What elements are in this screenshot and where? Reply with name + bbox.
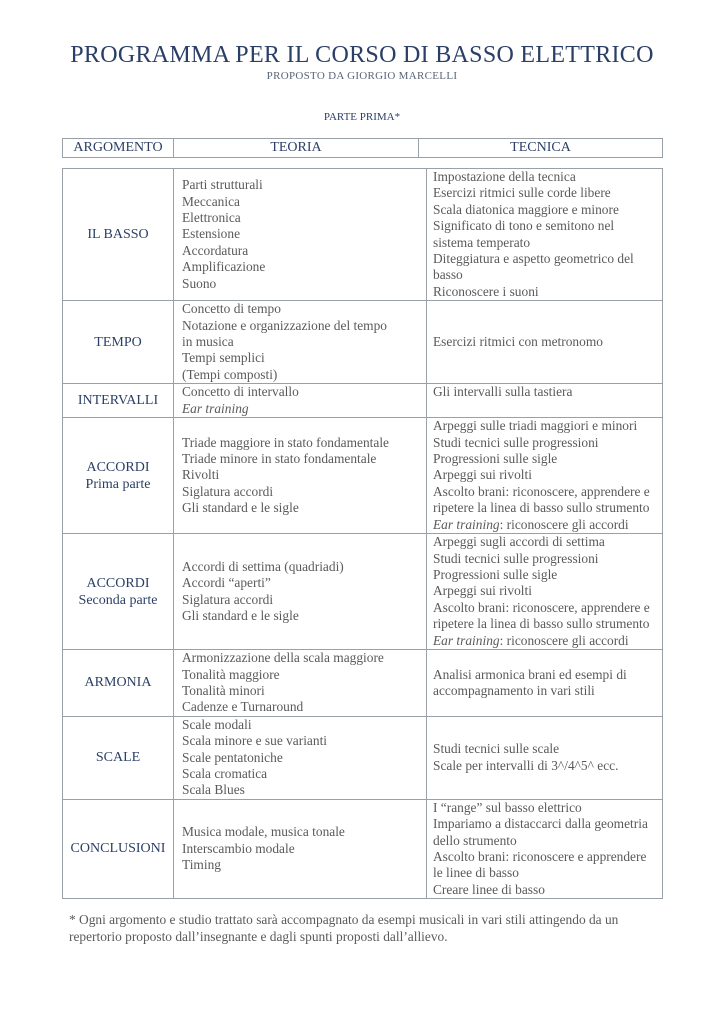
topic-cell	[63, 534, 174, 650]
teoria-item: Suono	[182, 275, 217, 291]
tecnica-item: Analisi armonica brani ed esempi di	[433, 666, 627, 682]
tecnica-cell	[427, 169, 663, 301]
teoria-item: Accordi di settima (quadriadi)	[182, 558, 344, 574]
tecnica-item: Arpeggi sugli accordi di settima	[433, 534, 605, 550]
header-table	[62, 138, 663, 158]
tecnica-item: basso	[433, 267, 463, 283]
tecnica-item: Creare linee di basso	[433, 881, 545, 897]
page-title: PROGRAMMA PER IL CORSO DI BASSO ELETTRICO	[70, 42, 654, 68]
teoria-item: Estensione	[182, 226, 241, 242]
teoria-cell	[174, 650, 427, 717]
teoria-item: Meccanica	[182, 193, 240, 209]
topic-label: ACCORDI	[86, 575, 150, 591]
tecnica-item: Studi tecnici sulle progressioni	[433, 550, 599, 566]
teoria-item: Siglatura accordi	[182, 483, 274, 499]
topic-sublabel: Prima parte	[85, 476, 151, 492]
tecnica-item: dello strumento	[433, 832, 517, 848]
teoria-item: in musica	[182, 334, 234, 350]
table-row	[63, 418, 663, 534]
tecnica-item: Impariamo a distaccarci dalla geometria	[433, 816, 648, 832]
tecnica-cell	[427, 418, 663, 534]
column-header-tecnica: TECNICA	[419, 139, 663, 158]
tecnica-item: Progressioni sulle sigle	[433, 566, 558, 582]
tecnica-item: Esercizi ritmici con metronomo	[433, 334, 603, 350]
teoria-cell	[174, 169, 427, 301]
tecnica-item: Significato di tono e semitono nel	[433, 218, 615, 234]
teoria-item: Gli standard e le sigle	[182, 608, 299, 623]
tecnica-item: Gli intervalli sulla tastiera	[433, 384, 573, 400]
tecnica-cell	[427, 534, 663, 650]
tecnica-item: Esercizi ritmici sulle corde libere	[433, 185, 611, 201]
tecnica-item-rest: : riconoscere gli accordi	[499, 516, 629, 532]
topic-sublabel: Seconda parte	[78, 592, 158, 608]
topic-label: CONCLUSIONI	[70, 841, 166, 857]
topic-label: ARMONIA	[84, 675, 152, 691]
tecnica-cell	[427, 799, 663, 898]
ear-training-italic: Ear training	[433, 516, 500, 532]
teoria-item-italic: Ear training	[182, 400, 249, 416]
teoria-item: Musica modale, musica tonale	[182, 824, 345, 840]
teoria-cell	[174, 384, 427, 418]
tecnica-item-rest: : riconoscere gli accordi	[499, 632, 629, 648]
teoria-item: Tonalità maggiore	[182, 666, 280, 682]
topic-label: INTERVALLI	[77, 393, 159, 409]
teoria-item: Triade minore in stato fondamentale	[182, 450, 377, 466]
tecnica-cell	[427, 301, 663, 384]
teoria-item: Cadenze e Turnaround	[182, 699, 304, 715]
tecnica-item: sistema temperato	[433, 234, 531, 250]
topic-cell	[63, 384, 174, 418]
tecnica-item: ripetere la linea di basso sullo strumento	[433, 616, 650, 632]
tecnica-item: Arpeggi sui rivolti	[433, 467, 532, 483]
part-heading: PARTE PRIMA*	[323, 111, 401, 123]
tecnica-item: ripetere la linea di basso sullo strumento	[433, 500, 650, 516]
tecnica-item: Ascolto brani: riconoscere, apprendere e	[433, 483, 650, 499]
topic-label: ACCORDI	[86, 459, 150, 475]
teoria-item: Gli standard e le sigle	[182, 500, 299, 516]
topic-label: IL BASSO	[87, 227, 149, 243]
teoria-item: Tonalità minori	[182, 682, 265, 698]
topic-cell	[63, 799, 174, 898]
teoria-cell	[174, 301, 427, 384]
teoria-item: Timing	[182, 857, 221, 873]
teoria-item: Notazione e organizzazione del tempo	[182, 317, 387, 333]
teoria-item: Rivolti	[182, 467, 220, 483]
topic-cell	[63, 169, 174, 301]
tecnica-item: Arpeggi sui rivolti	[433, 583, 532, 599]
teoria-item: Scala Blues	[182, 782, 245, 798]
teoria-cell	[174, 418, 427, 534]
tecnica-item: Scala diatonica maggiore e minore	[433, 201, 619, 217]
tecnica-item: accompagnamento in vari stili	[433, 682, 595, 698]
table-row	[63, 301, 663, 384]
syllabus-table	[62, 168, 663, 899]
column-header-teoria: TEORIA	[174, 139, 419, 158]
teoria-item: Amplificazione	[182, 259, 266, 275]
tecnica-item: Ascolto brani: riconoscere, apprendere e	[433, 599, 650, 615]
ear-training-italic: Ear training	[433, 632, 500, 648]
topic-label: SCALE	[95, 750, 141, 766]
teoria-item: Parti strutturali	[182, 177, 263, 193]
topic-cell	[63, 716, 174, 799]
teoria-item: Accordatura	[182, 242, 249, 258]
teoria-item: Siglatura accordi	[182, 591, 274, 607]
page-subtitle: PROPOSTO DA GIORGIO MARCELLI	[266, 70, 458, 82]
teoria-item: Concetto di intervallo	[182, 384, 299, 400]
tecnica-cell	[427, 650, 663, 717]
teoria-cell	[174, 534, 427, 650]
teoria-item: Elettronica	[182, 210, 241, 226]
tecnica-item: le linee di basso	[433, 865, 519, 881]
teoria-item: Scale pentatoniche	[182, 749, 283, 765]
tecnica-item: Ascolto brani: riconoscere e apprendere	[433, 848, 647, 864]
tecnica-item: Impostazione della tecnica	[433, 169, 576, 184]
teoria-cell	[174, 799, 427, 898]
teoria-item: Scala cromatica	[182, 765, 268, 781]
teoria-cell	[174, 716, 427, 799]
table-row	[63, 799, 663, 898]
teoria-item: Tempi semplici	[182, 350, 265, 366]
tecnica-item: Arpeggi sulle triadi maggiori e minori	[433, 418, 638, 434]
tecnica-item: Progressioni sulle sigle	[433, 450, 558, 466]
tecnica-item	[433, 517, 662, 533]
tecnica-item	[433, 633, 662, 649]
topic-label: TEMPO	[94, 334, 142, 350]
table-row	[63, 716, 663, 799]
table-row	[63, 169, 663, 301]
tecnica-item: Studi tecnici sulle progressioni	[433, 434, 599, 450]
table-row	[63, 534, 663, 650]
teoria-item: Triade maggiore in stato fondamentale	[182, 434, 390, 450]
teoria-item: Accordi “aperti”	[182, 575, 271, 591]
topic-cell	[63, 418, 174, 534]
tecnica-item: Riconoscere i suoni	[433, 283, 539, 299]
tecnica-item: I “range” sul basso elettrico	[433, 799, 582, 815]
column-header-argomento: ARGOMENTO	[63, 139, 174, 158]
tecnica-item: Studi tecnici sulle scale	[433, 741, 560, 757]
teoria-item: Concetto di tempo	[182, 301, 281, 317]
teoria-item: (Tempi composti)	[182, 366, 278, 382]
topic-cell	[63, 301, 174, 384]
tecnica-cell	[427, 716, 663, 799]
teoria-item: Armonizzazione della scala maggiore	[182, 650, 384, 666]
header-row	[63, 139, 663, 158]
table-row	[63, 650, 663, 717]
table-row	[63, 384, 663, 418]
footnote: * Ogni argomento e studio trattato sarà accompagnato da esempi musicali in vari stili attingendo da un repertorio proposto dall’insegnante e dagli spunti proposti dall’allievo.	[69, 912, 619, 944]
tecnica-item: Diteggiatura e aspetto geometrico del	[433, 251, 634, 267]
tecnica-cell	[427, 384, 663, 418]
teoria-item: Scale modali	[182, 716, 252, 732]
teoria-item: Interscambio modale	[182, 840, 295, 856]
topic-cell	[63, 650, 174, 717]
tecnica-item: Scale per intervalli di 3^/4^5^ ecc.	[433, 757, 619, 773]
teoria-item: Scala minore e sue varianti	[182, 733, 328, 749]
